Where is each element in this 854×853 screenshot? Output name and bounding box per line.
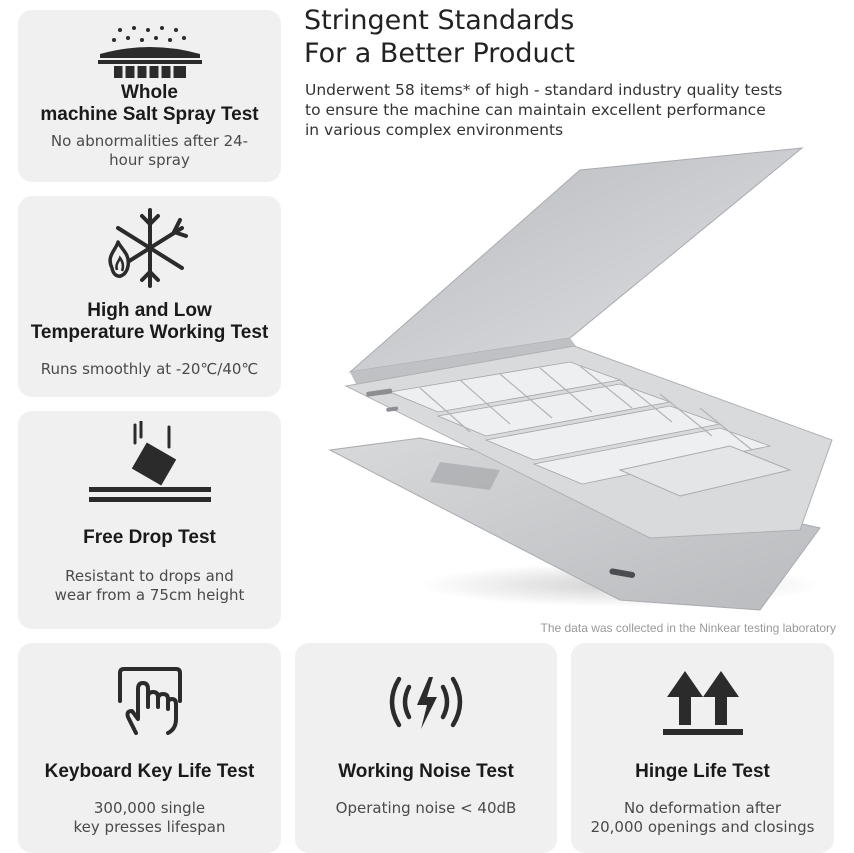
noise-test-card [295,643,557,853]
hand-press-icon [110,667,190,737]
footnote: The data was collected in the Ninkear testing laboratory [540,621,836,635]
card-text-line: hour spray [109,151,190,169]
keyboard-test-card [18,643,281,853]
card-text-line: wear from a 75cm height [54,586,245,604]
card-title [571,761,834,783]
card-title [295,761,557,783]
card-text-line: Operating noise < 40dB [335,799,517,817]
title-line-1: Stringent Standards [304,5,575,36]
noise-wave-icon [381,669,471,735]
card-text-line: 300,000 single [93,799,206,817]
card-text-line: Keyboard Key Life Test [44,761,255,782]
drop-test-icon [85,421,215,507]
page-title [304,4,575,70]
card-description [24,799,275,837]
salt-spray-test-card [18,10,281,182]
card-text-line: machine Salt Spray Test [40,104,259,125]
card-text-line: No deformation after [623,799,782,817]
card-text-line: Working Noise Test [338,761,514,782]
salt-spray-icon [90,24,210,80]
card-title [18,82,281,126]
card-description [301,799,551,818]
card-text-line: Runs smoothly at -20℃/40℃ [40,360,259,378]
title-line-2: For a Better Product [304,38,576,69]
card-description [577,799,828,837]
drop-test-card [18,411,281,629]
card-description [24,360,275,379]
card-description [24,132,275,170]
card-text-line: Free Drop Test [83,527,216,548]
card-title [18,761,281,783]
subtitle-line: to ensure the machine can maintain excellent performance [305,101,766,119]
card-description [24,567,275,605]
card-text-line: Resistant to drops and [65,567,234,585]
subtitle-line: Underwent 58 items* of high - standard industry quality tests [305,81,783,99]
laptop-illustration [320,140,840,620]
page-subtitle [305,80,845,140]
card-text-line: 20,000 openings and closings [590,818,815,836]
temperature-test-card [18,196,281,397]
snowflake-flame-icon [102,206,198,290]
card-title [18,300,281,344]
card-text-line: Hinge Life Test [635,761,770,782]
card-text-line: Whole [121,82,178,103]
card-text-line: key presses lifespan [73,818,226,836]
card-text-line: High and Low [87,300,212,321]
hinge-test-card [571,643,834,853]
subtitle-line: in various complex environments [305,121,564,139]
hinge-arrows-icon [661,669,745,737]
card-title [18,527,281,549]
card-text-line: No abnormalities after 24- [50,132,249,150]
card-text-line: Temperature Working Test [30,322,269,343]
